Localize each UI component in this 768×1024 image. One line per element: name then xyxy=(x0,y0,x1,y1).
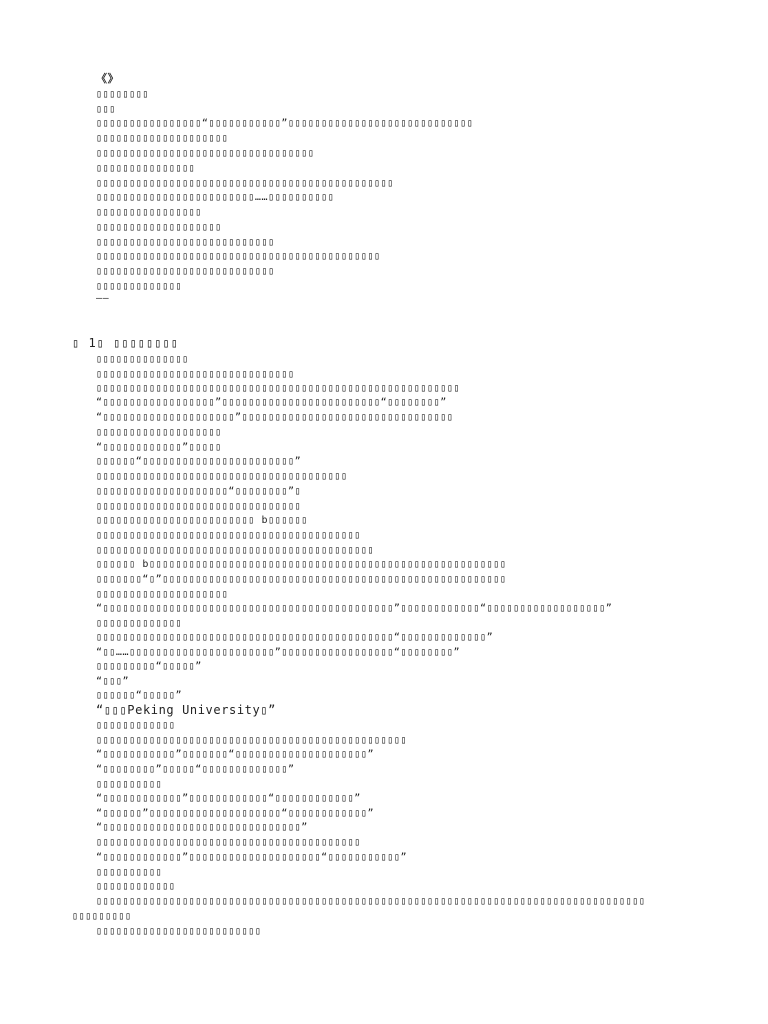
body-line: ▯▯▯▯▯▯▯▯▯▯▯▯ xyxy=(96,720,176,731)
chapter-heading: ▯ 1▯ ▯▯▯▯▯▯▯▯ xyxy=(72,336,179,350)
preface-line: ▯▯▯▯▯▯▯▯▯▯▯▯▯▯▯▯▯▯▯▯▯▯▯▯▯▯▯▯▯▯▯▯▯▯▯▯▯▯▯▯▯▯▯ xyxy=(96,251,381,262)
preface-line: ▯▯▯▯▯▯▯▯▯▯▯▯▯ xyxy=(96,281,183,292)
preface-line: ▯▯▯▯▯▯▯▯▯▯▯▯▯▯▯ xyxy=(96,163,196,174)
body-line: ▯▯▯▯▯▯▯▯▯▯▯▯▯▯▯▯▯▯▯▯▯▯▯▯▯▯▯▯▯▯▯▯▯▯▯▯▯▯ xyxy=(96,471,348,482)
preface-line: ▯▯▯▯▯▯▯▯▯▯▯▯▯▯▯▯▯▯▯ xyxy=(96,222,222,233)
body-line: ▯▯▯▯▯▯▯▯▯“▯▯▯▯▯” xyxy=(96,661,202,672)
body-line: ▯▯▯▯▯▯▯▯▯▯▯▯▯▯▯▯▯▯▯▯▯▯▯▯▯▯▯▯▯▯▯▯▯▯▯▯▯▯▯▯ xyxy=(96,837,361,848)
body-line: ▯▯▯▯▯▯“▯▯▯▯▯▯▯▯▯▯▯▯▯▯▯▯▯▯▯▯▯▯▯” xyxy=(96,456,302,467)
body-line: ▯▯▯▯▯▯▯▯▯▯▯▯▯▯▯▯▯▯▯▯▯▯▯▯▯▯▯▯▯▯▯ xyxy=(96,501,302,512)
body-line: “▯▯▯▯▯▯▯▯▯▯▯▯▯▯▯▯▯▯▯▯”▯▯▯▯▯▯▯▯▯▯▯▯▯▯▯▯▯▯▯▯▯▯▯▯▯▯▯▯▯▯▯▯ xyxy=(96,412,454,423)
preface-line: ▯▯▯▯▯▯▯▯▯▯▯▯▯▯▯▯▯▯▯▯▯▯▯▯▯▯▯▯▯▯▯▯▯▯▯▯▯▯▯▯▯▯▯▯▯ xyxy=(96,178,394,189)
body-line: ▯▯▯▯▯▯▯▯▯▯▯▯▯▯▯▯▯▯▯▯▯▯▯▯▯ xyxy=(96,926,262,937)
body-line: “▯▯▯▯▯▯▯▯▯▯▯▯▯▯▯▯▯▯▯▯▯▯▯▯▯▯▯▯▯▯▯▯▯▯▯▯▯▯▯▯▯▯▯▯”▯▯▯▯▯▯▯▯▯▯▯▯“▯▯▯▯▯▯▯▯▯▯▯▯▯▯▯▯▯▯” xyxy=(96,603,613,614)
body-line: “▯▯▯▯▯▯▯▯▯▯▯▯”▯▯▯▯▯▯▯▯▯▯▯▯“▯▯▯▯▯▯▯▯▯▯▯▯” xyxy=(96,793,361,804)
body-line: ▯▯▯▯▯▯▯▯▯▯▯▯▯▯▯▯▯▯▯▯▯▯▯▯▯▯▯▯▯▯▯▯▯▯▯▯▯▯▯▯▯▯▯▯▯▯▯▯▯▯▯▯▯▯▯▯▯▯▯▯▯▯▯▯▯▯▯▯▯▯▯▯▯▯▯▯▯▯▯▯▯▯▯ xyxy=(96,896,646,907)
body-line: ▯▯▯▯▯▯▯▯▯▯▯▯ xyxy=(96,881,176,892)
body-line: “▯▯▯▯▯▯▯▯”▯▯▯▯▯“▯▯▯▯▯▯▯▯▯▯▯▯▯” xyxy=(96,764,295,775)
body-line: “▯▯▯▯▯▯▯▯▯▯▯▯▯▯▯▯▯▯▯▯▯▯▯▯▯▯▯▯▯▯” xyxy=(96,822,308,833)
body-line: ▯▯▯▯▯▯▯▯▯▯▯▯▯▯▯▯▯▯▯▯▯▯▯▯▯▯▯▯▯▯▯▯▯▯▯▯▯▯▯▯▯▯▯▯▯▯▯ xyxy=(96,735,408,746)
body-line: ▯▯▯▯▯▯▯▯▯▯▯▯▯▯▯▯▯▯▯▯▯▯▯▯▯▯▯▯▯▯▯▯▯▯▯▯▯▯▯▯ xyxy=(96,530,361,541)
body-line: ▯▯▯▯▯▯▯▯▯▯▯▯▯ xyxy=(96,618,183,629)
body-line: ▯▯▯▯▯▯▯▯▯▯▯▯▯▯▯▯▯▯▯▯▯▯▯▯▯▯▯▯▯▯▯▯▯▯▯▯▯▯▯▯▯▯▯▯▯▯▯▯▯▯▯▯▯▯▯ xyxy=(96,383,461,394)
body-line: ▯▯▯▯▯▯▯▯▯▯ xyxy=(96,867,163,878)
body-line-peking-university: “▯▯▯Peking University▯” xyxy=(96,703,276,717)
body-line: ▯▯▯▯▯▯▯▯▯▯▯▯▯▯ xyxy=(96,354,189,365)
body-line: ▯▯▯▯▯▯▯▯▯▯▯▯▯▯▯▯▯▯▯▯“▯▯▯▯▯▯▯▯”▯ xyxy=(96,486,302,497)
body-line: ▯▯▯▯▯▯▯▯▯▯▯▯▯▯▯▯▯▯▯▯▯▯▯▯▯▯▯▯▯▯▯▯▯▯▯▯▯▯▯▯▯▯▯▯▯“▯▯▯▯▯▯▯▯▯▯▯▯▯” xyxy=(96,632,494,643)
body-line: ▯▯▯▯▯▯▯▯▯ xyxy=(72,911,132,922)
body-line: “▯▯▯▯▯▯▯▯▯▯▯▯▯▯▯▯▯”▯▯▯▯▯▯▯▯▯▯▯▯▯▯▯▯▯▯▯▯▯▯▯▯“▯▯▯▯▯▯▯▯” xyxy=(96,397,447,408)
body-line: “▯▯▯” xyxy=(96,676,130,687)
preface-line: ▯▯▯▯▯▯▯▯▯▯▯▯▯▯▯▯▯▯▯▯ xyxy=(96,133,229,144)
preface-line: ▯▯▯ xyxy=(96,104,116,115)
body-line: ▯▯▯▯▯▯“▯▯▯▯▯” xyxy=(96,690,183,701)
preface-line: ▯▯▯▯▯▯▯▯▯▯▯▯▯▯▯▯▯▯▯▯▯▯▯▯▯▯▯▯▯▯▯▯▯ xyxy=(96,148,315,159)
body-line: “▯▯▯▯▯▯”▯▯▯▯▯▯▯▯▯▯▯▯▯▯▯▯▯▯▯▯“▯▯▯▯▯▯▯▯▯▯▯▯” xyxy=(96,808,375,819)
preface-line: ▯▯▯▯▯▯▯▯ xyxy=(96,89,149,100)
body-line: ▯▯▯▯▯▯▯▯▯▯▯▯▯▯▯▯▯▯▯ xyxy=(96,427,222,438)
body-line: ▯▯▯▯▯▯▯“▯”▯▯▯▯▯▯▯▯▯▯▯▯▯▯▯▯▯▯▯▯▯▯▯▯▯▯▯▯▯▯▯▯▯▯▯▯▯▯▯▯▯▯▯▯▯▯▯▯▯▯▯▯ xyxy=(96,574,507,585)
body-line: “▯▯▯▯▯▯▯▯▯▯▯▯”▯▯▯▯▯ xyxy=(96,442,222,453)
body-line: ▯▯▯▯▯▯▯▯▯▯▯▯▯▯▯▯▯▯▯▯▯▯▯▯▯▯▯▯▯▯▯▯▯▯▯▯▯▯▯▯▯▯ xyxy=(96,545,375,556)
preface-line: ▯▯▯▯▯▯▯▯▯▯▯▯▯▯▯▯▯▯▯▯▯▯▯▯▯▯▯ xyxy=(96,237,275,248)
preface-line: ▯▯▯▯▯▯▯▯▯▯▯▯▯▯▯▯▯▯▯▯▯▯▯▯▯▯▯ xyxy=(96,266,275,277)
body-line: ▯▯▯▯▯▯ b▯▯▯▯▯▯▯▯▯▯▯▯▯▯▯▯▯▯▯▯▯▯▯▯▯▯▯▯▯▯▯▯▯▯▯▯▯▯▯▯▯▯▯▯▯▯▯▯▯▯▯▯▯▯ xyxy=(96,559,507,570)
body-line: ▯▯▯▯▯▯▯▯▯▯▯▯▯▯▯▯▯▯▯▯ xyxy=(96,589,229,600)
body-line: ▯▯▯▯▯▯▯▯▯▯ xyxy=(96,779,163,790)
preface-rule: —— xyxy=(96,293,110,304)
body-line: “▯▯▯▯▯▯▯▯▯▯▯▯”▯▯▯▯▯▯▯▯▯▯▯▯▯▯▯▯▯▯▯▯“▯▯▯▯▯▯▯▯▯▯▯” xyxy=(96,852,408,863)
preface-line: ▯▯▯▯▯▯▯▯▯▯▯▯▯▯▯▯▯▯▯▯▯▯▯▯……▯▯▯▯▯▯▯▯▯▯ xyxy=(96,192,335,203)
body-line: ▯▯▯▯▯▯▯▯▯▯▯▯▯▯▯▯▯▯▯▯▯▯▯▯ b▯▯▯▯▯▯ xyxy=(96,515,308,526)
body-line: “▯▯……▯▯▯▯▯▯▯▯▯▯▯▯▯▯▯▯▯▯▯▯▯▯”▯▯▯▯▯▯▯▯▯▯▯▯▯▯▯▯▯“▯▯▯▯▯▯▯▯” xyxy=(96,647,461,658)
body-line: ▯▯▯▯▯▯▯▯▯▯▯▯▯▯▯▯▯▯▯▯▯▯▯▯▯▯▯▯▯▯ xyxy=(96,369,295,380)
preface-line: 《》 xyxy=(96,72,120,85)
preface-line: ▯▯▯▯▯▯▯▯▯▯▯▯▯▯▯▯ xyxy=(96,207,202,218)
preface-line: ▯▯▯▯▯▯▯▯▯▯▯▯▯▯▯▯“▯▯▯▯▯▯▯▯▯▯▯”▯▯▯▯▯▯▯▯▯▯▯▯▯▯▯▯▯▯▯▯▯▯▯▯▯▯▯▯ xyxy=(96,118,474,129)
body-line: “▯▯▯▯▯▯▯▯▯▯▯”▯▯▯▯▯▯▯“▯▯▯▯▯▯▯▯▯▯▯▯▯▯▯▯▯▯▯▯” xyxy=(96,749,375,760)
